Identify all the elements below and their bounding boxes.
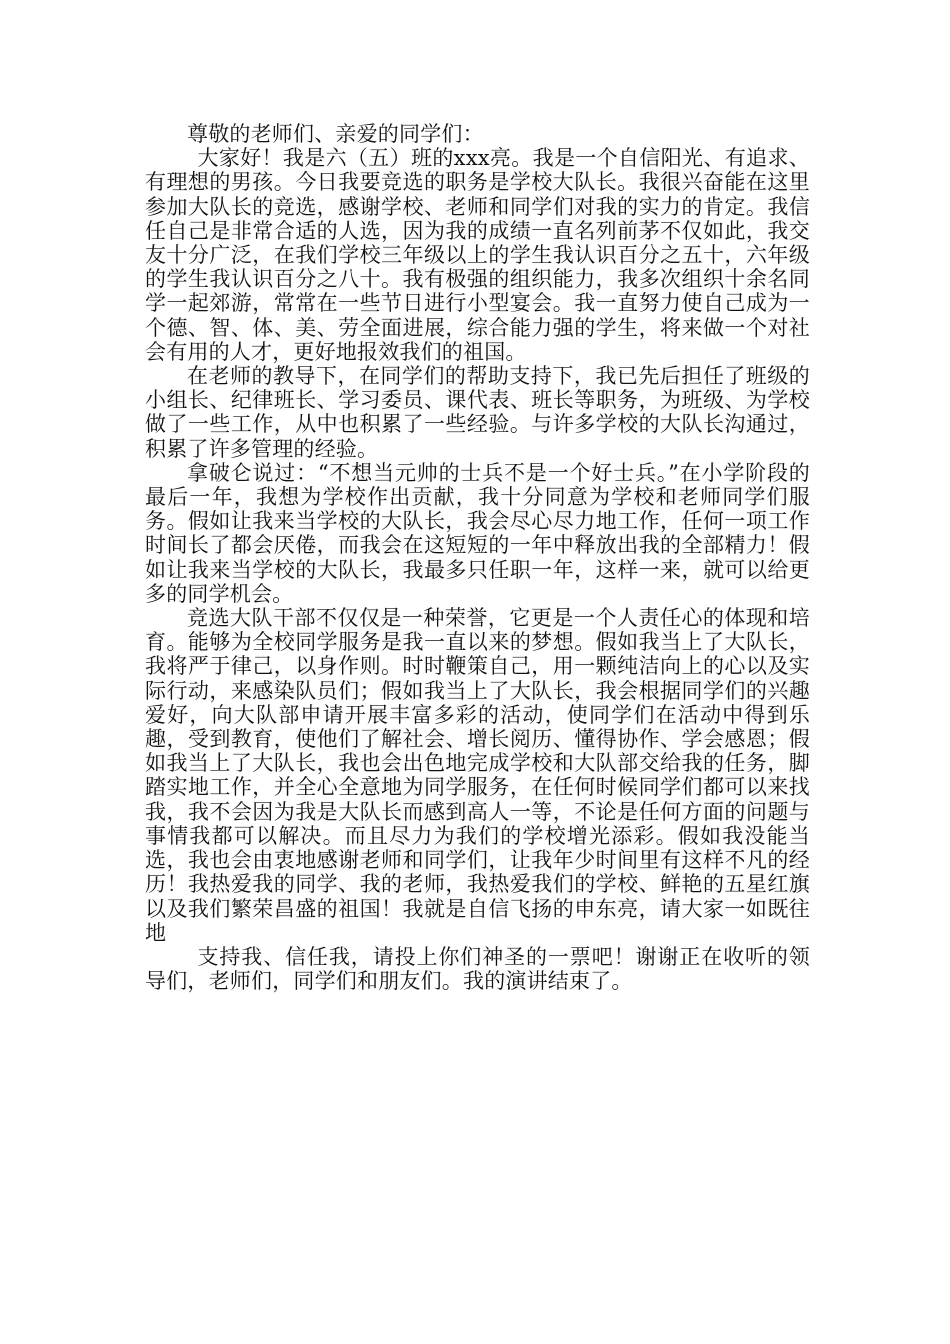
paragraph-closing: 支持我、信任我，请投上你们神圣的一票吧！谢谢正在收听的领导们，老师们，同学们和朋友们。我的演讲结束了。 — [145, 944, 810, 994]
paragraph-commitment: 竞选大队干部不仅仅是一种荣誉，它更是一个人责任心的体现和培育。能够为全校同学服务是我一直以来的梦想。假如我当上了大队长，我将严于律己，以身作则。时时鞭策自己，用一颗纯洁向上的心以及实际行动，来感染队员们；假如我当上了大队长，我会根据同学们的兴趣爱好，向大队部申请开展丰富多彩的活动，使同学们在活动中得到乐趣，受到教育，使他们了解社会、增长阅历、懂得协作、学会感恩；假如我当上了大队长，我也会出色地完成学校和大队部交给我的任务，脚踏实地工作，并全心全意地为同学服务，在任何时候同学们都可以来找我，我不会因为我是大队长而感到高人一等，不论是任何方面的问题与事情我都可以解决。而且尽力为我们的学校增光添彩。假如我没能当选，我也会由衷地感谢老师和同学们，让我年少时间里有这样不凡的经历！我热爱我的同学、我的老师，我热爱我们的学校、鲜艳的五星红旗以及我们繁荣昌盛的祖国！我就是自信飞扬的申东亮，请大家一如既往地 — [145, 606, 810, 945]
paragraph-experience: 在老师的教导下，在同学们的帮助支持下，我已先后担任了班级的小组长、纪律班长、学习委员、课代表、班长等职务，为班级、为学校做了一些工作，从中也积累了一些经验。与许多学校的大队长沟通过，积累了许多管理的经验。 — [145, 364, 810, 461]
speech-body — [145, 122, 810, 993]
paragraph-napoleon-quote: 拿破仑说过：“不想当元帅的士兵不是一个好士兵。”在小学阶段的最后一年，我想为学校作出贡献，我十分同意为学校和老师同学们服务。假如让我来当学校的大队长，我会尽心尽力地工作，任何一项工作时间长了都会厌倦，而我会在这短短的一年中释放出我的全部精力！假如让我来当学校的大队长，我最多只任职一年，这样一来，就可以给更多的同学机会。 — [145, 460, 810, 606]
salutation: 尊敬的老师们、亲爱的同学们： — [187, 122, 484, 146]
paragraph-introduction: 大家好！我是六（五）班的xxx亮。我是一个自信阳光、有追求、有理想的男孩。今日我要竞选的职务是学校大队长。我很兴奋能在这里参加大队长的竞选，感谢学校、老师和同学们对我的实力的肯定。我信任自己是非常合适的人选，因为我的成绩一直名列前茅不仅如此，我交友十分广泛，在我们学校三年级以上的学生我认识百分之五十，六年级的学生我认识百分之八十。我有极强的组织能力，我多次组织十余名同学一起郊游，常常在一些节日进行小型宴会。我一直努力使自己成为一个德、智、体、美、劳全面进展，综合能力强的学生，将来做一个对社会有用的人才，更好地报效我们的祖国。 — [145, 146, 810, 364]
